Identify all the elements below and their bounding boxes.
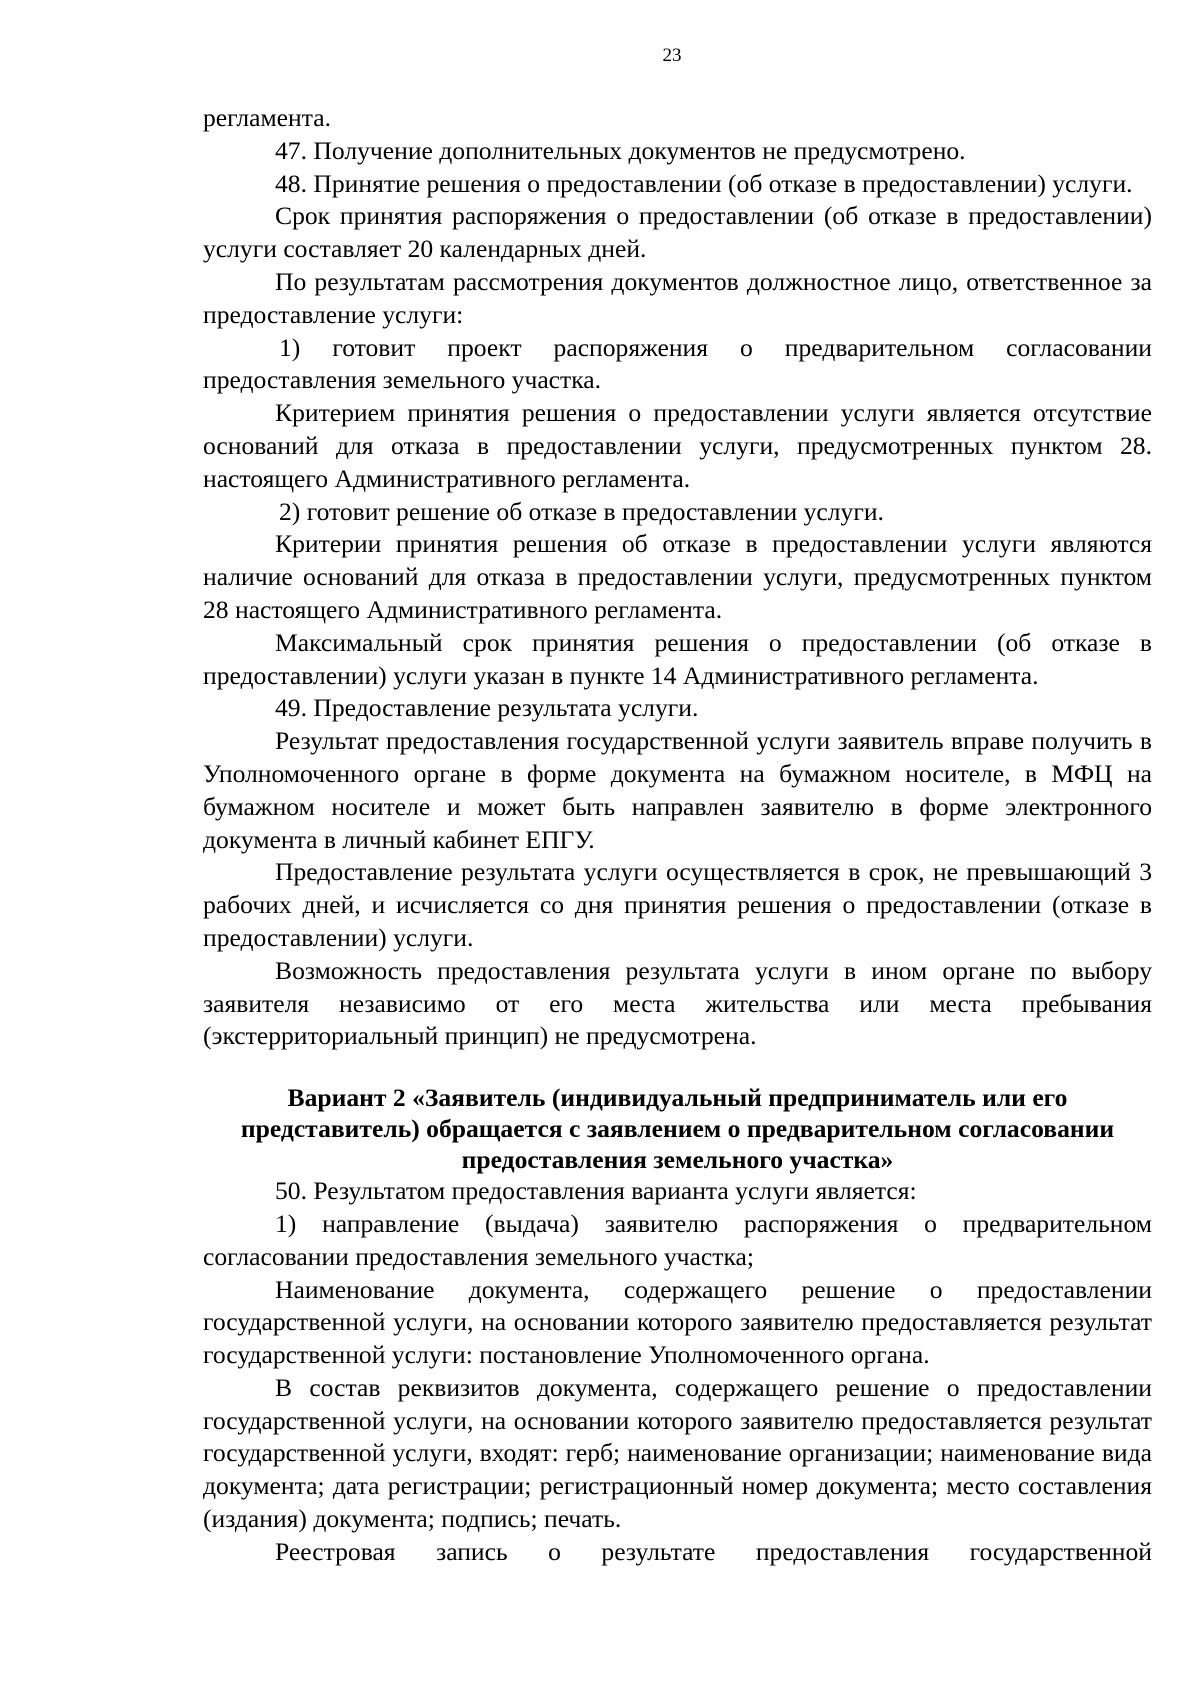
paragraph-registry-record: Реестровая запись о результате предоставления государственной: [275, 1536, 1152, 1566]
document-body: [203, 102, 1152, 1569]
paragraph-extraterritorial: Возможность предоставления результата услуги в ином органе по выбору заявителя независимо от его места жительства или места пребывания (экстерриториальный принцип) не предусмотрена.: [203, 955, 1152, 1051]
paragraph-document-requisites: В состав реквизитов документа, содержащего решение о предоставлении государственной услуги, на основании которого заявителю предоставляется результат государственной услуги, входят: герб; наименование организации; наименование вида документа; дата регистрации; регистрационный номер документа; место составления (издания) документа; подпись; печать.: [203, 1372, 1152, 1534]
page-number: 23: [662, 45, 682, 66]
paragraph-item-2: 2) готовит решение об отказе в предоставлении услуги.: [279, 496, 884, 526]
paragraph-criterion-grant: Критерием принятия решения о предоставлении услуги является отсутствие оснований для отказа в предоставлении услуги, предусмотренных пунктом 28. настоящего Административного регламента.: [203, 398, 1152, 493]
paragraph-result-term: Предоставление результата услуги осуществляется в срок, не превышающий 3 рабочих дней, и исчисляется со дня принятия решения о предоставлении (отказе в предоставлении) услуги.: [203, 857, 1152, 952]
paragraph-item-1: 1) готовит проект распоряжения о предварительном согласовании предоставления земельного участка.: [203, 332, 1152, 395]
paragraph-48: 48. Принятие решения о предоставлении (об отказе в предоставлении) услуги.: [275, 168, 1133, 198]
paragraph-criteria-refusal: Критерии принятия решения об отказе в предоставлении услуги являются наличие оснований для отказа в предоставлении услуги, предусмотренных пунктом 28 настоящего Административного регламента.: [203, 529, 1152, 624]
paragraph-result-receipt: Результат предоставления государственной услуги заявитель вправе получить в Уполномоченного органе в форме документа на бумажном носителе, в МФЦ на бумажном носителе и может быть направлен заявителю в форме электронного документа в личный кабинет ЕПГУ.: [203, 726, 1152, 854]
section-heading: Вариант 2 «Заявитель (индивидуальный предприниматель или его представитель) обращается с заявлением о предварительном согласовании предоставления земельного участка»: [240, 1083, 1115, 1175]
paragraph-49: 49. Предоставление результата услуги.: [275, 693, 699, 723]
paragraph-decision-term: Срок принятия распоряжения о предоставлении (об отказе в предоставлении) услуги составляет 20 календарных дней.: [203, 201, 1152, 264]
paragraph-result-item-1: 1) направление (выдача) заявителю распоряжения о предварительном согласовании предоставления земельного участка;: [203, 1208, 1152, 1271]
paragraph-continuation: регламента.: [203, 103, 331, 132]
paragraph-47: 47. Получение дополнительных документов не предусмотрено.: [275, 135, 966, 165]
paragraph-review-results: По результатам рассмотрения документов должностное лицо, ответственное за предоставление услуги:: [203, 266, 1152, 329]
paragraph-50: 50. Результатом предоставления варианта услуги является:: [275, 1176, 917, 1206]
paragraph-document-name: Наименование документа, содержащего решение о предоставлении государственной услуги, на основании которого заявителю предоставляется результат государственной услуги: постановление Уполномоченного органа.: [203, 1274, 1152, 1370]
paragraph-max-term: Максимальный срок принятия решения о предоставлении (об отказе в предоставлении) услуги указан в пункте 14 Административного регламента.: [203, 627, 1152, 690]
